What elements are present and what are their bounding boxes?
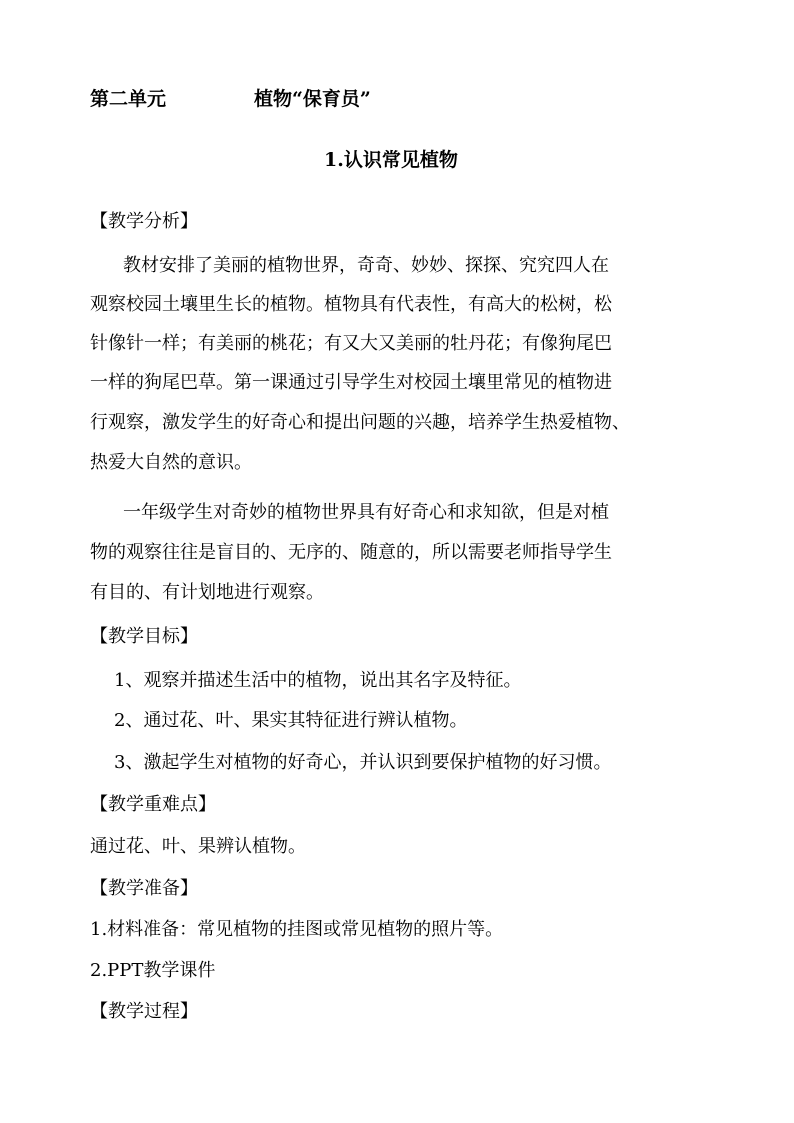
objective-item-2: 2、通过花、叶、果实其特征进行辨认植物。 (114, 710, 468, 731)
key-points-text: 通过花、叶、果辨认植物。 (90, 836, 306, 857)
analysis-paragraph-2-line-2: 物的观察往往是盲目的、无序的、随意的，所以需要老师指导学生 (90, 542, 612, 563)
analysis-paragraph-1-line-5: 行观察，激发学生的好奇心和提出问题的兴趣，培养学生热爱植物、 (90, 412, 630, 433)
section-heading-key-points: 【教学重难点】 (90, 794, 216, 815)
lesson-title: 1.认识常见植物 (324, 149, 458, 171)
preparation-item-1: 1.材料准备：常见植物的挂图或常见植物的照片等。 (90, 919, 504, 940)
analysis-paragraph-1-line-6: 热爱大自然的意识。 (90, 452, 252, 473)
preparation-item-2: 2.PPT教学课件 (90, 960, 216, 981)
analysis-paragraph-2-line-1: 一年级学生对奇妙的植物世界具有好奇心和求知欲，但是对植 (123, 502, 609, 523)
analysis-paragraph-1-line-1: 教材安排了美丽的植物世界，奇奇、妙妙、探探、究究四人在 (123, 255, 609, 276)
analysis-paragraph-2-line-3: 有目的、有计划地进行观察。 (90, 582, 324, 603)
unit-heading (90, 86, 490, 112)
analysis-paragraph-1-line-2: 观察校园土壤里生长的植物。植物具有代表性，有高大的松树，松 (90, 294, 612, 315)
section-heading-analysis: 【教学分析】 (90, 211, 198, 232)
objective-item-3: 3、激起学生对植物的好奇心，并认识到要保护植物的好习惯。 (114, 752, 612, 773)
section-heading-objectives: 【教学目标】 (90, 626, 198, 647)
section-heading-preparation: 【教学准备】 (90, 878, 198, 899)
unit-name: 植物“保育员” (254, 88, 371, 110)
analysis-paragraph-1-line-3: 针像针一样；有美丽的桃花；有又大又美丽的牡丹花；有像狗尾巴 (90, 333, 612, 354)
analysis-paragraph-1-line-4: 一样的狗尾巴草。第一课通过引导学生对校园土壤里常见的植物进 (90, 372, 612, 393)
section-heading-process: 【教学过程】 (90, 1001, 198, 1022)
unit-number: 第二单元 (90, 88, 167, 110)
objective-item-1: 1、观察并描述生活中的植物，说出其名字及特征。 (114, 670, 522, 691)
